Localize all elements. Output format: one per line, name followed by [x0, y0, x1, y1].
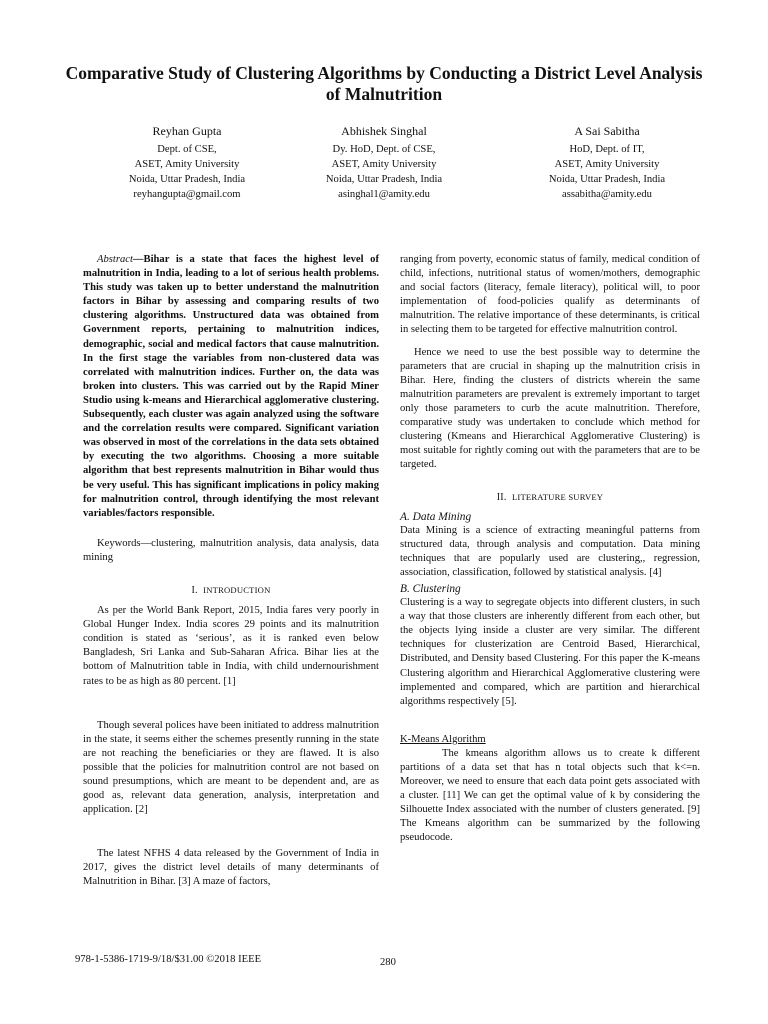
section-heading-literature — [400, 490, 700, 505]
author-affiliation: Dept. of CSE, — [157, 144, 217, 155]
author-name: A Sai Sabitha — [574, 124, 640, 138]
author-affiliation: HoD, Dept. of IT, — [569, 144, 645, 155]
author-affiliation: ASET, Amity University — [134, 159, 240, 170]
intro-paragraph-continued: ranging from poverty, economic status of family, medical condition of child, infections, nutritional status of women/mothers, demographic and social factors (literacy, female literacy), political will, to poor implementation of food-policies qualify as determinants of malnutrition. The relative importance of these determinants, is critical in selecting them to be targeted for effective malnutrition control. — [400, 254, 700, 336]
author-affiliation: Noida, Uttar Pradesh, India — [128, 174, 246, 185]
subsection-heading-clustering: B. Clustering — [400, 582, 461, 595]
author-email: asinghal1@amity.edu — [338, 189, 430, 200]
section-title: INTRODUCTION — [203, 584, 271, 595]
author-block-3 — [497, 124, 717, 202]
paper-title: Comparative Study of Clustering Algorithms by Conducting a District Level Analysis of Malnutrition — [65, 63, 703, 104]
section-title: LITERATURE SURVEY — [511, 492, 604, 503]
author-email: assabitha@amity.edu — [562, 189, 652, 200]
abstract — [83, 253, 379, 521]
intro-paragraph-1: As per the World Bank Report, 2015, India fares very poorly in Global Hunger Index. India scores 29 points and its malnutrition condition is stated as ‘serious’, as it is ranked even below Bangladesh, Sri Lanka and Sub-Saharan Africa. Bihar lies at the bottom of Malnutrition table in India, with child undernourishment rates to be as high as 80 percent. [1] — [83, 605, 379, 687]
author-name: Abhishek Singhal — [341, 124, 427, 138]
author-affiliation: ASET, Amity University — [554, 159, 660, 170]
intro-paragraph-2: Though several polices have been initiated to address malnutrition in the state, it seems either the schemes presently running in the state are not reaching the beneficiaries or they are flawed. It is also possible that the policies for malnutrition control are not based on sound presumptions, which are meant to be dependent and, are as good as, relevant data generation, analysis, interpretation and application. [2] — [83, 719, 379, 816]
left-column — [83, 253, 379, 890]
author-affiliation: ASET, Amity University — [331, 159, 437, 170]
data-mining-paragraph: Data Mining is a science of extracting meaningful patterns from structured data, through analysis and computation. Data mining techniques that are popularly used are clustering,, regression, association, classification, followed by statistical analysis. [4] — [400, 524, 700, 578]
subsection-heading-data-mining: A. Data Mining — [400, 510, 472, 523]
section-heading-introduction — [83, 583, 379, 598]
clustering-paragraph: Clustering is a way to segregate objects into different clusters, in such a way that those clusters are inherently different from each other, but the objects lying inside a cluster are very similar. The different techniques for clusterization are Centroid Based, Hierarchical, Distributed, and Density based Clustering. For this paper the K-means Clustering algorithm and Hierarchical Agglomerative clustering were implemented and compared, which are partition and hierarchical algorithms respectively [5]. — [400, 597, 700, 707]
right-column — [400, 253, 700, 846]
section-number: I. — [191, 584, 198, 596]
abstract-label: Abstract — [97, 254, 133, 265]
footer-isbn: 978-1-5386-1719-9/18/$31.00 ©2018 IEEE — [75, 954, 262, 965]
author-block-1 — [77, 124, 297, 202]
kmeans-paragraph: The kmeans algorithm allows us to create k different partitions of a data set that has n total objects such that k<=n. Moreover, we need to ensure that each data point gets associated with a cluster. [11] We can get the optimal value of k by considering the Silhouette Index associated with the number of clusters generated. [9] The Kmeans algorithm can be summarized by the following pseudocode. — [400, 747, 700, 844]
keywords: Keywords—clustering, malnutrition analysis, data analysis, data mining — [83, 537, 379, 563]
abstract-text: —Bihar is a state that faces the highest level of malnutrition in India, leading to a lot of serious health problems. This study was taken up to better understand the malnutrition factors in Bihar by assessing and comparing results of two clustering algorithms. Unstructured data was obtained from Government reports, pertaining to malnutrition indices, demographic, social and medical factors that cause malnutrition. In the first stage the variables from non-clustered data was correlated with malnutrition indices. Further on, the data was broken into clusters. This was carried out by the Rapid Miner Studio using k-means and Hierarchical agglomerative clustering. Subsequently, each cluster was again analyzed using the software and the correlation results were compared. Significant variation was observed in most of the correlations in the data sets obtained by executing the two algorithms. Choosing a more suitable algorithm that best represents malnutrition in Bihar would thus be very useful. This has significant implications in policy making for malnutrition control, through identifying the most relevant variables/factors responsible. — [83, 254, 379, 519]
author-affiliation: Dy. HoD, Dept. of CSE, — [332, 144, 436, 155]
intro-paragraph-3: The latest NFHS 4 data released by the Government of India in 2017, gives the district level details of many determinants of Malnutrition in Bihar. [3] A maze of factors, — [83, 848, 379, 888]
author-block-2 — [274, 124, 494, 202]
intro-paragraph-4: Hence we need to use the best possible way to determine the parameters that are crucial in shaping up the malnutrition crisis in Bihar. Here, finding the clusters of districts wherein the same malnutrition parameters are prevalent is extremely important to target only those parameters to curb the acute malnutrition. Therefore, comparative study was undertaken to conclude which method for clustering (Kmeans and Hierarchical Agglomerative Clustering) is most suitable for rightly coming out with the parameters that are to be targeted. — [400, 346, 700, 471]
author-name: Reyhan Gupta — [152, 124, 222, 138]
author-affiliation: Noida, Uttar Pradesh, India — [548, 174, 666, 185]
author-email: reyhangupta@gmail.com — [133, 189, 241, 200]
author-affiliation: Noida, Uttar Pradesh, India — [325, 174, 443, 185]
section-number: II. — [496, 492, 507, 504]
kmeans-heading: K-Means Algorithm — [400, 733, 486, 745]
page-number: 280 — [380, 957, 396, 968]
